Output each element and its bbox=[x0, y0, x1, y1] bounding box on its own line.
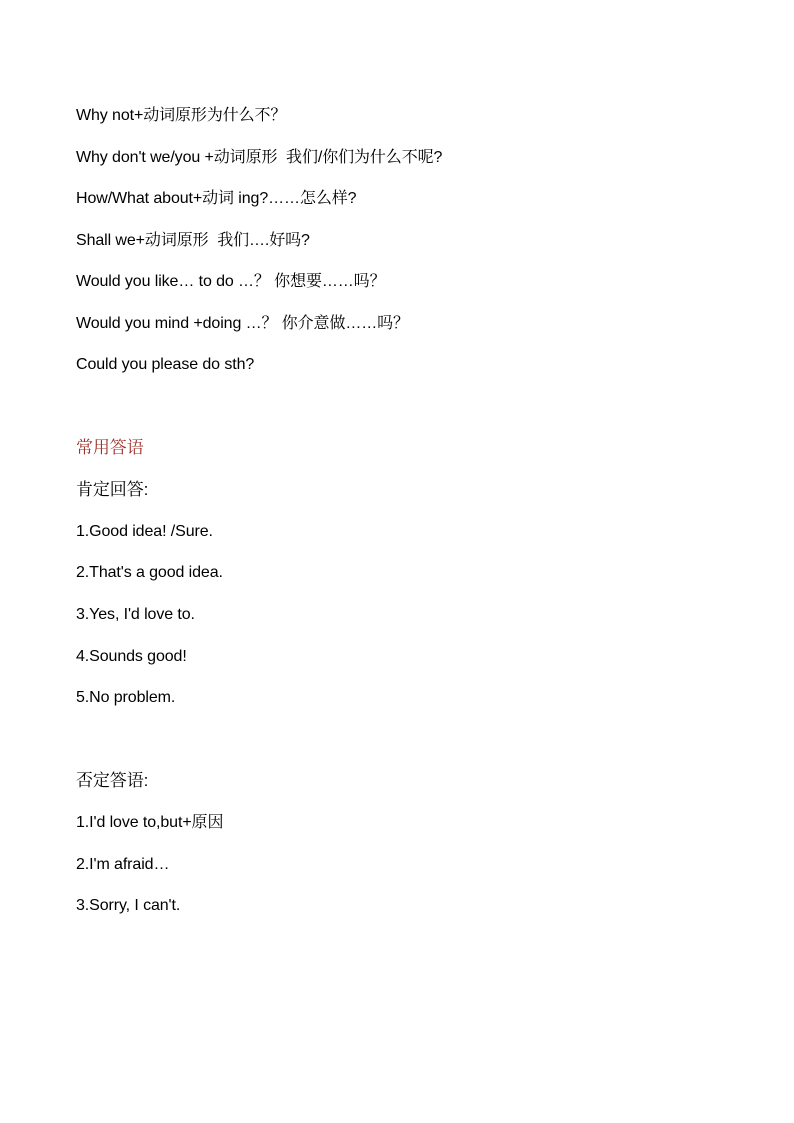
positive-answer-item: 4.Sounds good! bbox=[76, 648, 187, 665]
expression-line: Why not+动词原形为什么不？ bbox=[76, 107, 287, 124]
negative-answer-item: 2.I'm afraid… bbox=[76, 856, 170, 873]
positive-answer-item: 5.No problem. bbox=[76, 689, 176, 706]
negative-answer-item: 1.I'd love to,but+原因 bbox=[76, 814, 224, 831]
expression-line: How/What about+动词 ing?……怎么样? bbox=[76, 190, 357, 207]
negative-answer-item: 3.Sorry, I can't. bbox=[76, 897, 181, 914]
expression-line: Would you like… to do …？ 你想要……吗？ bbox=[76, 273, 386, 290]
positive-answers-title: 肯定回答: bbox=[76, 480, 149, 499]
expression-line: Could you please do sth? bbox=[76, 356, 255, 373]
positive-answer-item: 2.That's a good idea. bbox=[76, 564, 223, 581]
positive-answer-item: 1.Good idea! /Sure. bbox=[76, 523, 213, 540]
expression-line: Why don't we/you +动词原形 我们/你们为什么不呢? bbox=[76, 149, 443, 166]
negative-answers-title: 否定答语: bbox=[76, 771, 149, 790]
positive-answer-item: 3.Yes, I'd love to. bbox=[76, 606, 195, 623]
expression-line: Shall we+动词原形 我们….好吗? bbox=[76, 232, 310, 249]
answers-heading: 常用答语 bbox=[76, 438, 144, 457]
expression-line: Would you mind +doing …？ 你介意做……吗？ bbox=[76, 315, 409, 332]
